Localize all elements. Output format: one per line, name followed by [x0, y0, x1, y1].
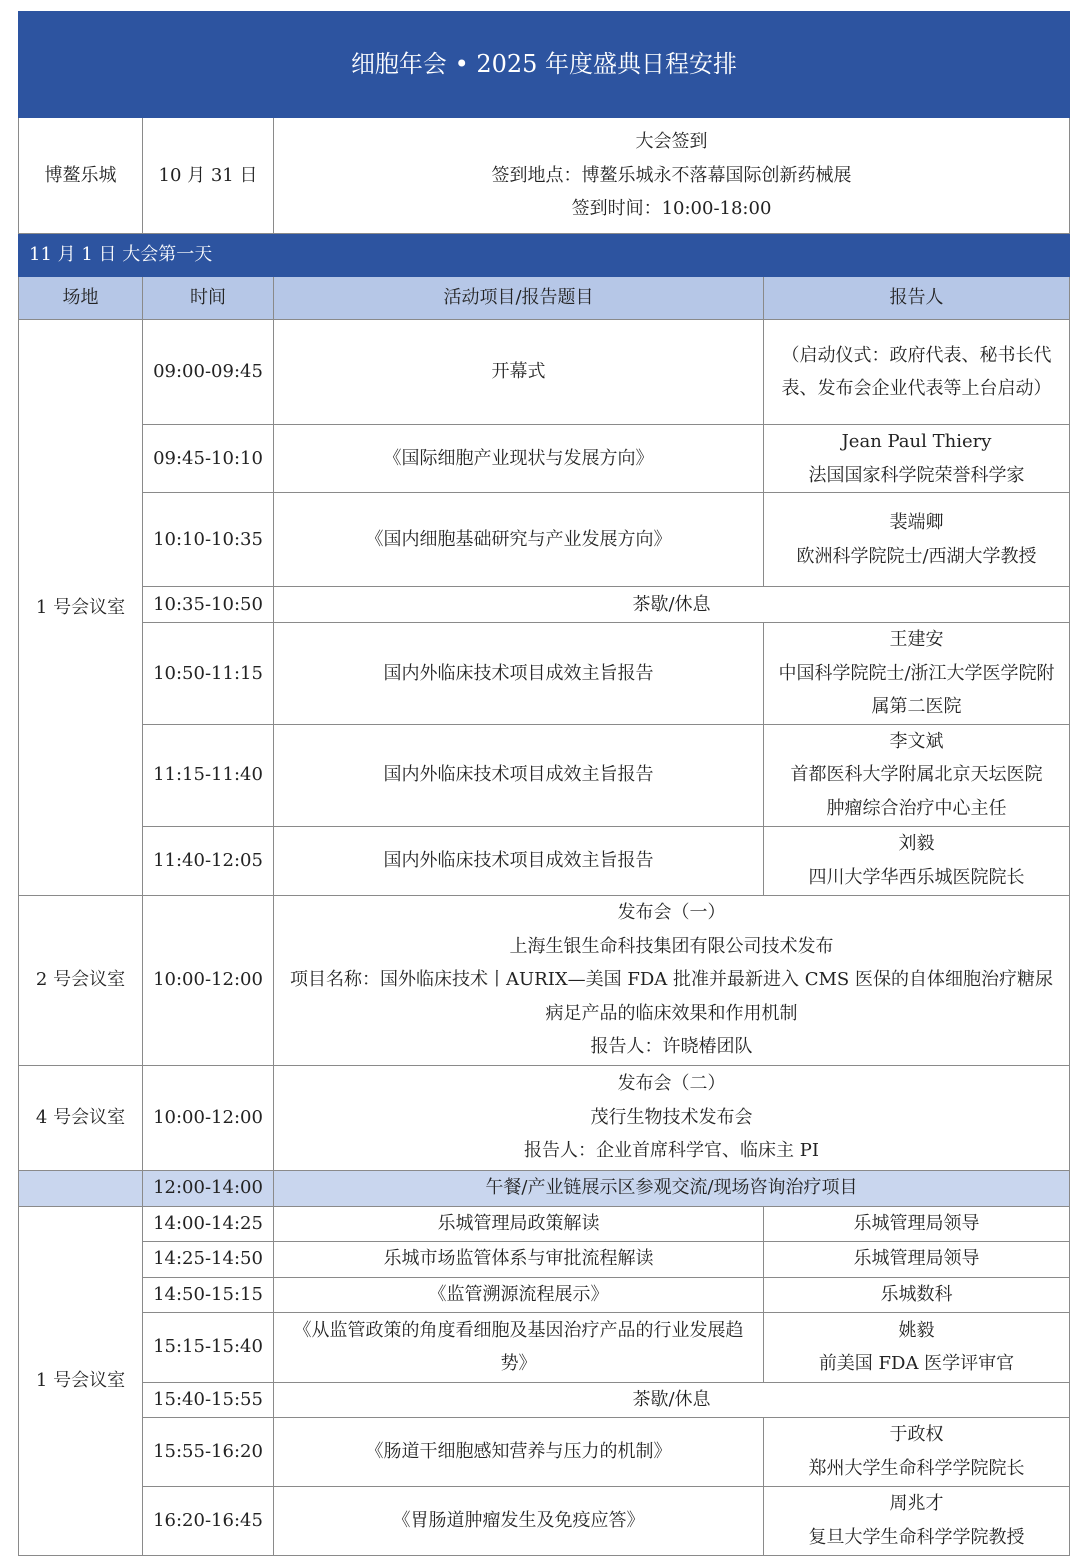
venue-cell: 1 号会议室 [19, 1206, 143, 1555]
time-cell: 14:50-15:15 [143, 1277, 274, 1312]
checkin-line: 签到时间：10:00-18:00 [571, 198, 772, 220]
speaker-cell [764, 425, 1070, 493]
speaker-cell-line: 法国国家科学院荣誉科学家 [808, 464, 1025, 486]
column-header: 场地 [19, 277, 143, 320]
speaker-cell [764, 1417, 1070, 1486]
table-row [19, 1417, 1070, 1486]
time-cell: 15:40-15:55 [143, 1382, 274, 1417]
table-row [19, 1241, 1070, 1277]
topic-cell: 《国内细胞基础研究与产业发展方向》 [274, 493, 764, 587]
speaker-cell-line: 首都医科大学附属北京天坛医院 [790, 764, 1043, 786]
speaker-cell-line: 复旦大学生命科学学院教授 [808, 1526, 1025, 1548]
speaker-cell-line: 周兆才 [889, 1493, 944, 1514]
topic-cell: 茶歇/休息 [274, 587, 1070, 623]
lunch-row [19, 1170, 1070, 1206]
speaker-cell-line: 于政权 [889, 1424, 944, 1445]
speaker-cell [764, 1312, 1070, 1382]
checkin-line: 大会签到 [635, 131, 708, 153]
time-cell: 10:00-12:00 [143, 1065, 274, 1170]
topic-cell: 乐城市场监管体系与审批流程解读 [274, 1241, 764, 1277]
topic-cell: 乐城管理局政策解读 [274, 1206, 764, 1241]
time-cell: 12:00-14:00 [143, 1170, 274, 1206]
column-header: 时间 [143, 277, 274, 320]
topic-cell: 《监管溯源流程展示》 [274, 1277, 764, 1312]
time-cell: 16:20-16:45 [143, 1486, 274, 1555]
checkin-venue: 博鳌乐城 [19, 118, 143, 234]
table-row [19, 895, 1070, 1065]
launch-info-line: 报告人：许晓椿团队 [590, 1036, 753, 1058]
topic-cell: 开幕式 [274, 320, 764, 425]
time-cell: 14:00-14:25 [143, 1206, 274, 1241]
speaker-cell-line: （启动仪式：政府代表、秘书长代表、发布会企业代表等上台启动） [781, 344, 1052, 399]
venue-cell: 4 号会议室 [19, 1065, 143, 1170]
time-cell: 15:55-16:20 [143, 1417, 274, 1486]
table-row [19, 623, 1070, 725]
time-cell: 10:35-10:50 [143, 587, 274, 623]
speaker-cell [764, 320, 1070, 425]
topic-cell: 茶歇/休息 [274, 1382, 1070, 1417]
topic-cell: 午餐/产业链展示区参观交流/现场咨询治疗项目 [274, 1170, 1070, 1206]
launch-info-line: 发布会（一） [617, 902, 726, 924]
time-cell: 11:40-12:05 [143, 826, 274, 895]
speaker-cell-line: 前美国 FDA 医学评审官 [818, 1353, 1015, 1374]
speaker-cell-line: Jean Paul Thiery [841, 431, 992, 452]
speaker-cell-line: 乐城管理局领导 [853, 1248, 980, 1270]
page-title: 细胞年会 • 2025 年度盛典日程安排 [19, 12, 1070, 118]
schedule-table [18, 11, 1070, 1556]
speaker-cell-line: 中国科学院院士/浙江大学医学院附属第二医院 [778, 662, 1055, 717]
checkin-date: 10 月 31 日 [143, 118, 274, 234]
launch-info [274, 1065, 1070, 1170]
table-row [19, 1277, 1070, 1312]
topic-cell: 《肠道干细胞感知营养与压力的机制》 [274, 1417, 764, 1486]
launch-info-line: 发布会（二） [617, 1073, 726, 1095]
speaker-cell [764, 1206, 1070, 1241]
table-row [19, 1065, 1070, 1170]
checkin-line: 签到地点：博鳌乐城永不落幕国际创新药械展 [491, 164, 852, 186]
table-row [19, 826, 1070, 895]
speaker-cell [764, 826, 1070, 895]
time-cell: 09:45-10:10 [143, 425, 274, 493]
column-header: 报告人 [764, 277, 1070, 320]
table-row [19, 493, 1070, 587]
launch-info-line: 项目名称：国外临床技术丨AURIX—美国 FDA 批准并最新进入 CMS 医保的自体细胞治疗糖尿病足产品的临床效果和作用机制 [290, 969, 1053, 1024]
speaker-cell [764, 1241, 1070, 1277]
launch-info [274, 895, 1070, 1065]
time-cell: 15:15-15:40 [143, 1312, 274, 1382]
table-row [19, 1206, 1070, 1241]
speaker-cell [764, 1486, 1070, 1555]
table-row [19, 1486, 1070, 1555]
venue-cell: 2 号会议室 [19, 895, 143, 1065]
speaker-cell-line: 欧洲科学院院士/西湖大学教授 [796, 545, 1037, 567]
speaker-cell-line: 李文斌 [889, 730, 944, 752]
time-cell: 11:15-11:40 [143, 724, 274, 826]
speaker-cell [764, 724, 1070, 826]
speaker-cell-line: 肿瘤综合治疗中心主任 [826, 797, 1007, 819]
topic-cell: 《国际细胞产业现状与发展方向》 [274, 425, 764, 493]
speaker-cell-line: 乐城管理局领导 [853, 1212, 980, 1234]
topic-cell: 《胃肠道肿瘤发生及免疫应答》 [274, 1486, 764, 1555]
topic-cell: 国内外临床技术项目成效主旨报告 [274, 623, 764, 725]
speaker-cell [764, 493, 1070, 587]
venue-cell [19, 1170, 143, 1206]
speaker-cell-line: 姚毅 [898, 1319, 935, 1341]
topic-cell: 国内外临床技术项目成效主旨报告 [274, 826, 764, 895]
table-row [19, 724, 1070, 826]
launch-info-line: 上海生银生命科技集团有限公司技术发布 [509, 935, 834, 957]
column-header: 活动项目/报告题目 [274, 277, 764, 320]
speaker-cell-line: 王建安 [889, 629, 944, 650]
topic-cell: 国内外临床技术项目成效主旨报告 [274, 724, 764, 826]
venue-cell: 1 号会议室 [19, 320, 143, 896]
time-cell: 14:25-14:50 [143, 1241, 274, 1277]
day-header: 11 月 1 日 大会第一天 [19, 234, 1070, 277]
table-row [19, 425, 1070, 493]
time-cell: 10:50-11:15 [143, 623, 274, 725]
speaker-cell-line: 乐城数科 [880, 1283, 953, 1305]
speaker-cell-line: 郑州大学生命科学学院院长 [808, 1457, 1025, 1479]
table-row [19, 1312, 1070, 1382]
table-row [19, 1382, 1070, 1417]
table-row [19, 320, 1070, 425]
launch-info-line: 报告人：企业首席科学官、临床主 PI [524, 1140, 819, 1162]
speaker-cell-line: 裴端卿 [889, 512, 944, 533]
speaker-cell [764, 1277, 1070, 1312]
speaker-cell [764, 623, 1070, 725]
table-row [19, 587, 1070, 623]
speaker-cell-line: 刘毅 [898, 833, 935, 854]
launch-info-line: 茂行生物技术发布会 [590, 1106, 753, 1128]
time-cell: 10:10-10:35 [143, 493, 274, 587]
checkin-info [274, 118, 1070, 234]
topic-cell: 《从监管政策的角度看细胞及基因治疗产品的行业发展趋势》 [274, 1312, 764, 1382]
time-cell: 09:00-09:45 [143, 320, 274, 425]
time-cell: 10:00-12:00 [143, 895, 274, 1065]
speaker-cell-line: 四川大学华西乐城医院院长 [808, 866, 1025, 888]
